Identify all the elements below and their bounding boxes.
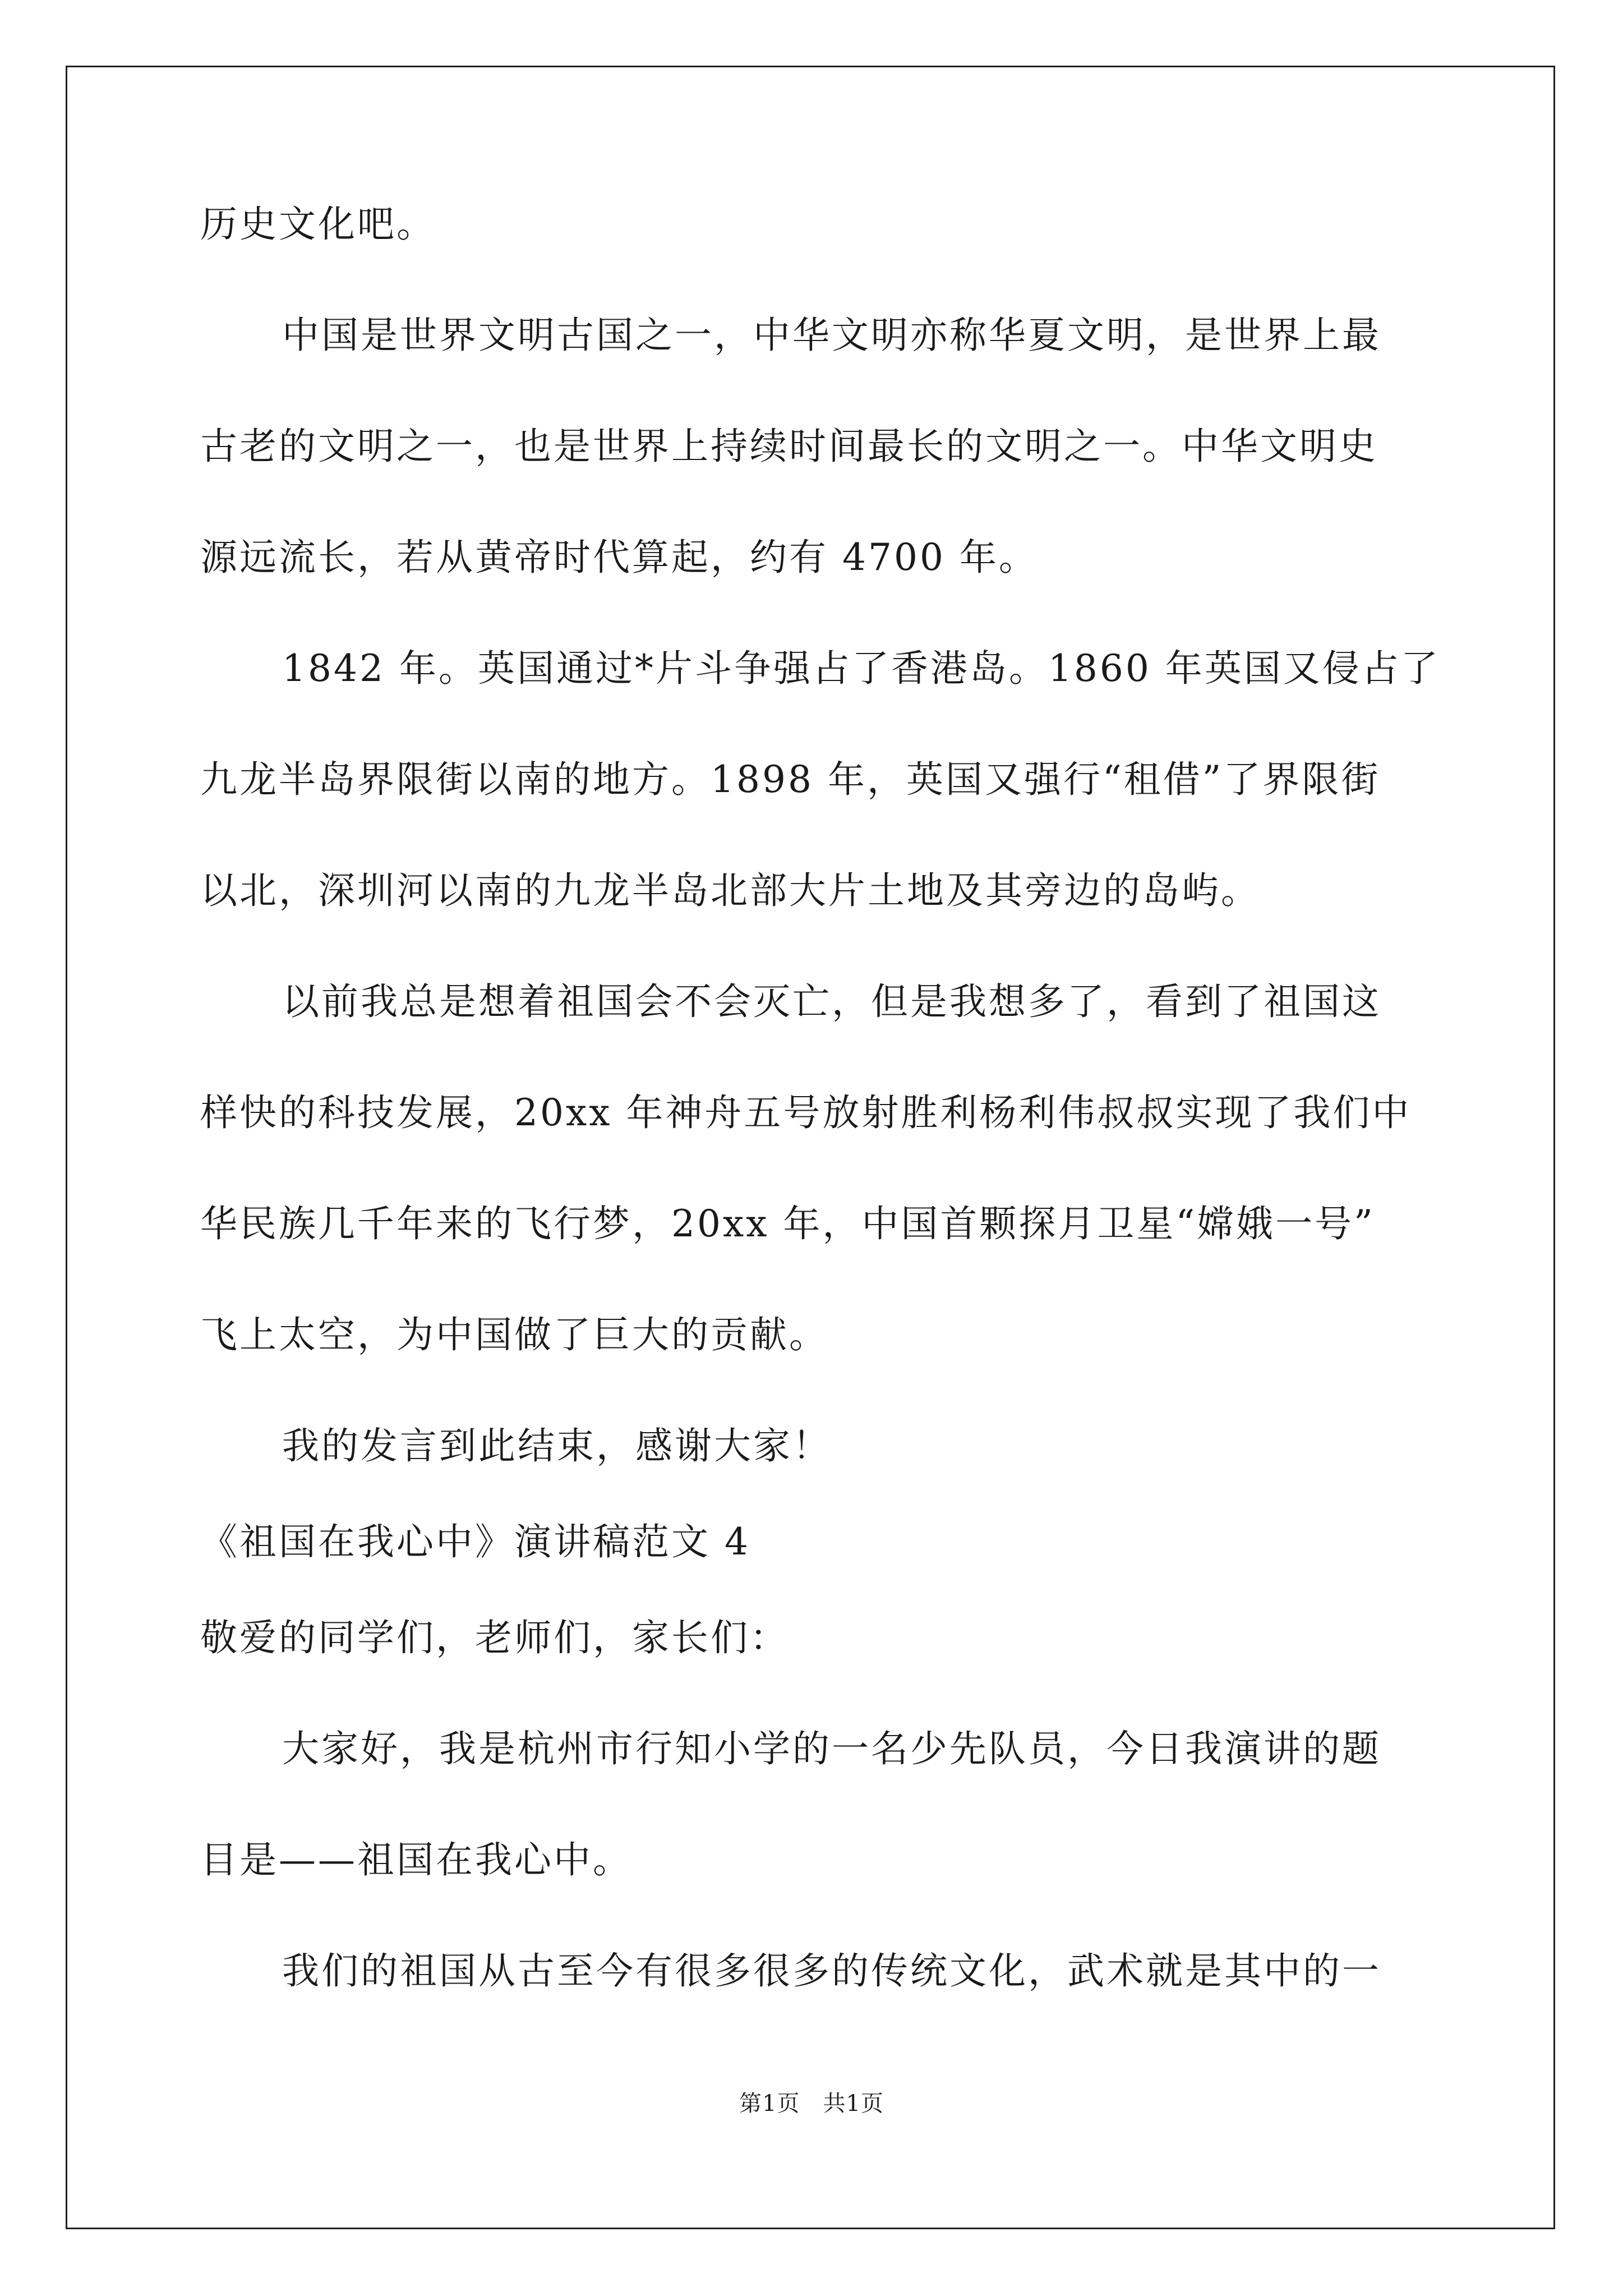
text-line: 大家好，我是杭州市行知小学的一名少先队员，今日我演讲的题 bbox=[282, 1727, 1381, 1770]
text-line: 我们的祖国从古至今有很多很多的传统文化，武术就是其中的一 bbox=[282, 1949, 1381, 1993]
text-line: 样快的科技发展，20xx 年神舟五号放射胜利杨利伟叔叔实现了我们中 bbox=[200, 1091, 1412, 1134]
text-line: 1842 年。英国通过*片斗争强占了香港岛。1860 年英国又侵占了 bbox=[282, 647, 1440, 690]
text-line: 飞上太空，为中国做了巨大的贡献。 bbox=[200, 1313, 828, 1356]
text-line: 以前我总是想着祖国会不会灭亡，但是我想多了，看到了祖国这 bbox=[282, 980, 1381, 1023]
page-footer: 第1页 共1页 bbox=[739, 2091, 884, 2116]
text-line: 九龙半岛界限街以南的地方。1898 年，英国又强行“租借”了界限街 bbox=[200, 758, 1381, 801]
salutation: 敬爱的同学们，老师们，家长们： bbox=[200, 1616, 789, 1659]
page-border bbox=[66, 66, 1555, 2229]
text-line: 以北，深圳河以南的九龙半岛北部大片土地及其旁边的岛屿。 bbox=[200, 869, 1260, 912]
text-line: 我的发言到此结束，感谢大家！ bbox=[282, 1424, 832, 1467]
text-line: 源远流长，若从黄帝时代算起，约有 4700 年。 bbox=[200, 536, 1038, 579]
text-line: 中国是世界文明古国之一，中华文明亦称华夏文明，是世界上最 bbox=[282, 314, 1381, 357]
section-heading: 《祖国在我心中》演讲稿范文 4 bbox=[200, 1520, 750, 1563]
text-line: 古老的文明之一，也是世界上持续时间最长的文明之一。中华文明史 bbox=[200, 425, 1378, 468]
text-line: 目是——祖国在我心中。 bbox=[200, 1838, 632, 1881]
text-line: 华民族几千年来的飞行梦，20xx 年，中国首颗探月卫星“嫦娥一号” bbox=[200, 1202, 1375, 1245]
text-line: 历史文化吧。 bbox=[200, 203, 436, 246]
